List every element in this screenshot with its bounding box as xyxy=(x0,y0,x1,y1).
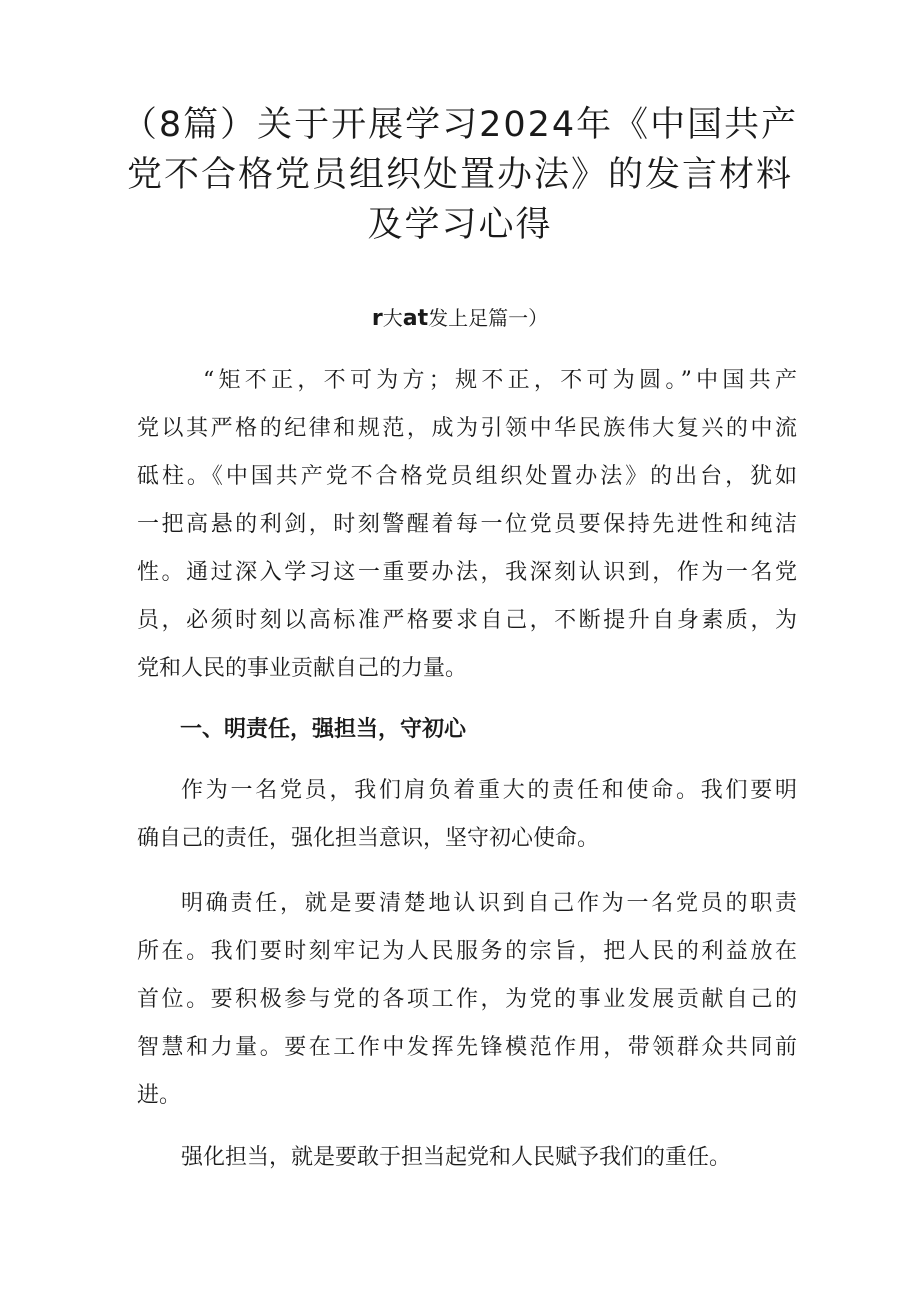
paragraph-line: 一把高悬的利剑，时刻警醒着每一位党员要保持先进性和纯洁 xyxy=(137,512,797,537)
paragraph-line: 强化担当，就是要敢于担当起党和人民赋予我们的重任。 xyxy=(181,1145,732,1170)
paragraph xyxy=(137,1134,797,1182)
paragraph-line: 砥柱。《中国共产党不合格党员组织处置办法》的出台，犹如 xyxy=(137,464,797,489)
paragraph-line: “矩不正，不可为方；规不正，不可为圆。”中国共产 xyxy=(203,368,797,393)
section-label-part: 大 xyxy=(382,306,403,330)
paragraph-line: 进。 xyxy=(137,1083,182,1108)
paragraph-line: 党和人民的事业贡献自己的力量。 xyxy=(137,656,468,681)
paragraph-line: 智慧和力量。要在工作中发挥先锋模范作用，带领群众共同前 xyxy=(137,1035,797,1060)
paragraph-line: 作为一名党员，我们肩负着重大的责任和使命。我们要明 xyxy=(181,778,797,803)
paragraph-line: 所在。我们要时刻牢记为人民服务的宗旨，把人民的利益放在 xyxy=(137,939,797,964)
paragraph-line: 党以其严格的纪律和规范，成为引领中华民族伟大复兴的中流 xyxy=(137,416,797,441)
section-label-part: at xyxy=(402,306,429,331)
section-label-part: 发上足篇一） xyxy=(428,306,549,330)
paragraph-line: 员，必须时刻以高标准严格要求自己，不断提升自身素质，为 xyxy=(137,608,797,633)
section-label-part: r xyxy=(371,306,383,331)
paragraph-line: 明确责任，就是要清楚地认识到自己作为一名党员的职责 xyxy=(181,891,797,916)
title-line: 及学习心得 xyxy=(367,205,553,245)
paragraph-line: 性。通过深入学习这一重要办法，我深刻认识到，作为一名党 xyxy=(137,560,797,585)
section-label xyxy=(100,303,820,334)
paragraph-line: 确自己的责任，强化担当意识，坚守初心使命。 xyxy=(137,826,600,851)
title-line: （8篇）关于开展学习2024年《中国共产 xyxy=(121,105,799,145)
intro-paragraph xyxy=(137,357,797,693)
section-heading: 一、明责任，强担当，守初心 xyxy=(180,717,467,742)
document-title xyxy=(100,100,820,250)
paragraph xyxy=(137,767,797,863)
title-line: 党不合格党员组织处置办法》的发言材料 xyxy=(126,155,793,195)
paragraph-line: 首位。要积极参与党的各项工作，为党的事业发展贡献自己的 xyxy=(137,987,797,1012)
paragraph xyxy=(137,880,797,1120)
